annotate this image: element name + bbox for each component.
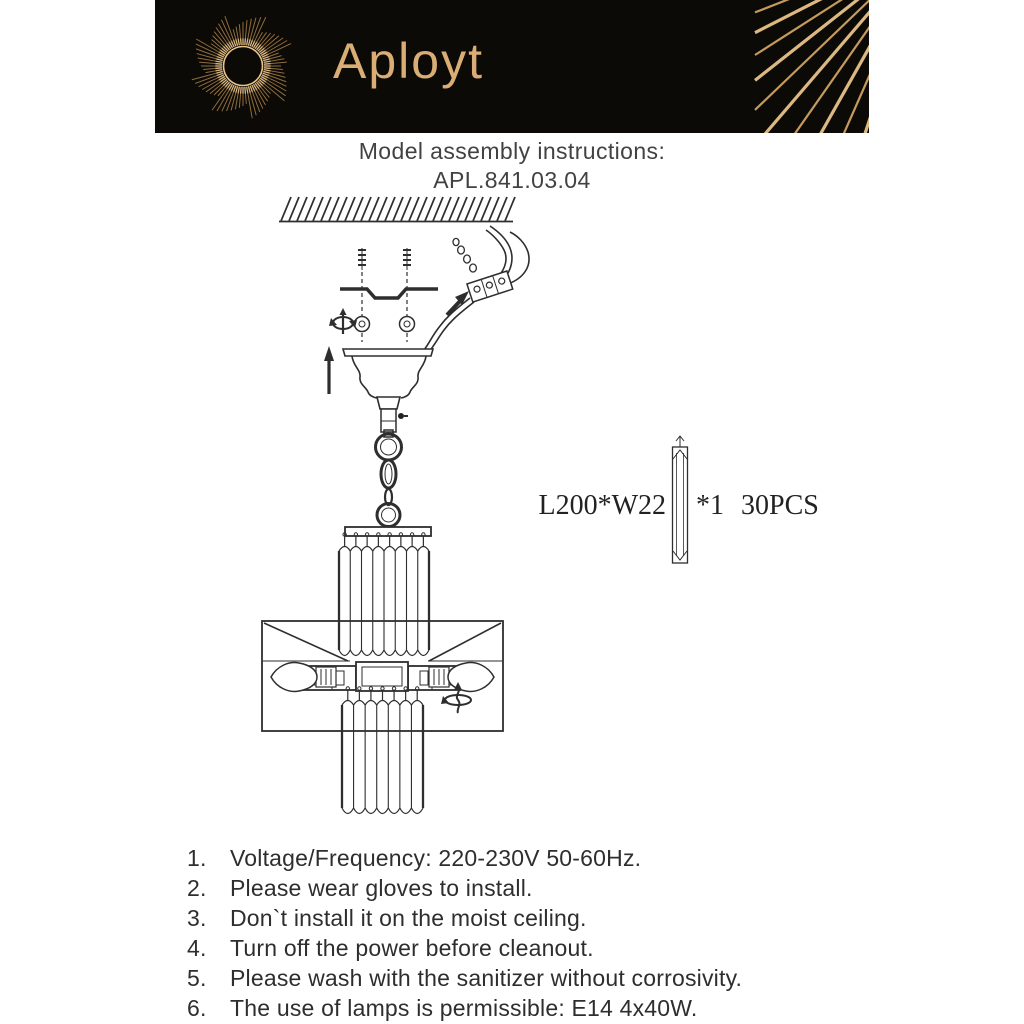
upper-crystal-column (339, 533, 429, 656)
crystal-part-spec (538, 436, 818, 563)
candle-bulb-right (429, 663, 494, 692)
instruction-list (187, 843, 867, 1023)
mounting-bracket (340, 289, 438, 298)
candle-bulb-left (271, 663, 336, 692)
part-size-label: L200*W22 (538, 490, 666, 521)
hanging-chain (376, 430, 402, 527)
model-number: APL.841.03.04 (433, 167, 591, 193)
corner-rays-icon (755, 0, 869, 133)
ceiling-canopy (343, 349, 433, 432)
instruction-item: Voltage/Frequency: 220-230V 50-60Hz. (230, 845, 642, 871)
connect-arrow-icon (447, 291, 469, 315)
instruction-item: Turn off the power before cleanout. (230, 935, 594, 961)
instruction-item: Don`t install it on the moist ceiling. (230, 905, 587, 931)
mounting-screws (355, 248, 415, 342)
screw-rotation-icon (329, 308, 357, 334)
part-count-label: 30PCS (741, 490, 819, 521)
brand-banner (155, 0, 869, 133)
page-title: Model assembly instructions: (358, 138, 666, 164)
ceiling-hatch (279, 197, 515, 222)
brand-wordmark: Aployt (333, 33, 484, 89)
lower-crystal-column (342, 687, 423, 814)
banner-art (155, 0, 869, 133)
instruction-item: The use of lamps is permissible: E14 4x40W. (230, 995, 698, 1021)
sunburst-logo-icon (192, 16, 291, 118)
part-qty-label: *1 (696, 490, 724, 521)
instruction-item: Please wash with the sanitizer without corrosivity. (230, 965, 743, 991)
terminal-block (467, 271, 513, 302)
assembly-diagram (150, 188, 870, 838)
instruction-item: Please wear gloves to install. (230, 875, 533, 901)
up-arrow-icon (324, 346, 334, 394)
